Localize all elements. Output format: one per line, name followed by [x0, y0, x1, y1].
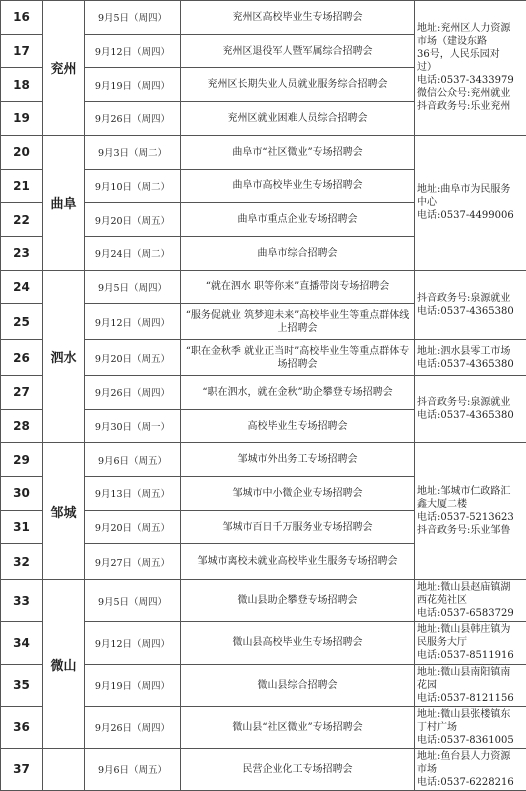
contact-line: 地址:微山县赵庙镇湖: [417, 582, 511, 594]
event-date: 9月20日（周五）: [85, 510, 181, 544]
contact-line: 电话:0537-6583729: [417, 608, 514, 620]
event-date: 9月19日（周四）: [85, 68, 181, 102]
event-title: 微山县助企攀登专场招聘会: [181, 580, 415, 622]
row-number: 31: [1, 510, 43, 544]
event-date: 9月20日（周五）: [85, 203, 181, 237]
event-date: 9月5日（周四）: [85, 1, 181, 35]
event-date: 9月26日（周四）: [85, 102, 181, 136]
contact-line: 电话:0537-4365380: [417, 410, 514, 422]
table-row: [1, 270, 526, 304]
contact-line: 电话:0537-8361005: [417, 734, 514, 746]
contact-line: 抖音政务号:泉源就业: [417, 397, 511, 409]
contact-line: 36号，人民乐园对: [417, 49, 500, 61]
contact-info: [415, 375, 526, 442]
contact-line: 西花苑社区: [417, 595, 467, 607]
table-row: [1, 135, 526, 169]
row-number: 32: [1, 544, 43, 580]
event-date: 9月5日（周四）: [85, 270, 181, 304]
event-date: 9月24日（周二）: [85, 236, 181, 270]
contact-line: 民服务大厅: [417, 637, 467, 649]
contact-line: 地址:泗水县零工市场: [417, 345, 511, 357]
row-number: 24: [1, 270, 43, 304]
county-name: 微山: [43, 580, 85, 749]
event-date: 9月13日（周五）: [85, 477, 181, 511]
contact-line: 电话:0537-4365380: [417, 305, 514, 317]
contact-info: [415, 664, 526, 706]
event-date: 9月12日（周四）: [85, 34, 181, 68]
event-title: 民营企业化工专场招聘会: [181, 748, 415, 790]
contact-line: 微信公众号:兖州就业: [417, 88, 511, 100]
contact-line: 鑫大厦二楼: [417, 499, 467, 511]
table-row: [1, 580, 526, 622]
event-title: 邹城市离校未就业高校毕业生服务专场招聘会: [181, 544, 415, 580]
county-name: 邹城: [43, 443, 85, 580]
contact-info: [415, 622, 526, 664]
contact-line: 地址:邹城市仁政路汇: [417, 486, 511, 498]
event-title: “职在泗水，就在金秋”助企攀登专场招聘会: [181, 375, 415, 409]
contact-line: 抖音政务号:乐业邹鲁: [417, 525, 511, 537]
event-date: 9月12日（周四）: [85, 622, 181, 664]
contact-line: 地址:曲阜市为民服务: [417, 184, 511, 196]
contact-line: 花园: [417, 679, 437, 691]
row-number: 27: [1, 375, 43, 409]
contact-line: 电话:0537-5213623: [417, 512, 514, 524]
event-date: 9月27日（周五）: [85, 544, 181, 580]
event-title: 微山县高校毕业生专场招聘会: [181, 622, 415, 664]
row-number: 21: [1, 169, 43, 203]
event-date: 9月5日（周四）: [85, 580, 181, 622]
contact-line: 地址:微山县南阳镇南: [417, 666, 511, 678]
table-row: [1, 443, 526, 477]
event-date: 9月20日（周五）: [85, 340, 181, 376]
row-number: 17: [1, 34, 43, 68]
row-number: 34: [1, 622, 43, 664]
row-number: 28: [1, 409, 43, 443]
event-title: 邹城市百日千万服务业专场招聘会: [181, 510, 415, 544]
row-number: 30: [1, 477, 43, 511]
contact-line: 地址:鱼台县人力资源: [417, 750, 511, 762]
event-date: 9月26日（周四）: [85, 706, 181, 748]
table-row: [1, 1, 526, 35]
event-title: 兖州区长期失业人员就业服务综合招聘会: [181, 68, 415, 102]
event-title: 兖州区高校毕业生专场招聘会: [181, 1, 415, 35]
event-title: 曲阜市重点企业专场招聘会: [181, 203, 415, 237]
event-title: 微山县综合招聘会: [181, 664, 415, 706]
event-title: 兖州区退役军人暨军属综合招聘会: [181, 34, 415, 68]
event-title: “职在金秋季 就业正当时”高校毕业生等重点群体专场招聘会: [181, 340, 415, 376]
event-title: 邹城市外出务工专场招聘会: [181, 443, 415, 477]
contact-line: 地址:兖州区人力资源: [417, 23, 511, 35]
event-date: 9月26日（周四）: [85, 375, 181, 409]
row-number: 36: [1, 706, 43, 748]
county-name: 泗水: [43, 270, 85, 443]
row-number: 26: [1, 340, 43, 376]
event-date: 9月6日（周五）: [85, 748, 181, 790]
row-number: 20: [1, 135, 43, 169]
contact-info: [415, 580, 526, 622]
row-number: 22: [1, 203, 43, 237]
county-name: 兖州: [43, 1, 85, 136]
contact-line: 地址:微山县韩庄镇为: [417, 624, 511, 636]
event-title: 曲阜市综合招聘会: [181, 236, 415, 270]
event-date: 9月19日（周四）: [85, 664, 181, 706]
row-number: 35: [1, 664, 43, 706]
contact-info: [415, 706, 526, 748]
table-row: [1, 748, 526, 790]
contact-line: 电话:0537-8121156: [417, 692, 514, 704]
row-number: 25: [1, 304, 43, 340]
contact-line: 电话:0537-4365380: [417, 358, 514, 370]
row-number: 16: [1, 1, 43, 35]
event-title: 兖州区就业困难人员综合招聘会: [181, 102, 415, 136]
contact-info: [415, 135, 526, 270]
event-date: 9月3日（周二）: [85, 135, 181, 169]
contact-info: [415, 1, 526, 136]
event-title: 曲阜市“社区微业”专场招聘会: [181, 135, 415, 169]
event-date: 9月10日（周二）: [85, 169, 181, 203]
contact-line: 电话:0537-6228216: [417, 776, 514, 788]
event-date: 9月30日（周一）: [85, 409, 181, 443]
contact-info: [415, 748, 526, 790]
row-number: 23: [1, 236, 43, 270]
row-number: 33: [1, 580, 43, 622]
contact-line: 丁村广场: [417, 721, 457, 733]
row-number: 29: [1, 443, 43, 477]
contact-line: 地址:微山县张楼镇东: [417, 708, 511, 720]
row-number: 37: [1, 748, 43, 790]
contact-info: [415, 443, 526, 580]
contact-line: 过）: [417, 62, 437, 74]
contact-line: 抖音政务号:泉源就业: [417, 292, 511, 304]
contact-line: 电话:0537-4499006: [417, 210, 514, 222]
contact-line: 市场（建设东路: [417, 36, 487, 48]
event-title: 高校毕业生专场招聘会: [181, 409, 415, 443]
contact-info: [415, 270, 526, 340]
row-number: 19: [1, 102, 43, 136]
county-name: [43, 748, 85, 790]
event-title: “服务促就业 筑梦迎未来”高校毕业生等重点群体线上招聘会: [181, 304, 415, 340]
contact-line: 电话:0537-3433979: [417, 75, 514, 87]
event-title: “就在泗水 职等你来”直播带岗专场招聘会: [181, 270, 415, 304]
contact-line: 电话:0537-8511916: [417, 650, 514, 662]
schedule-body: [1, 1, 526, 791]
event-title: 曲阜市高校毕业生专场招聘会: [181, 169, 415, 203]
contact-line: 市场: [417, 763, 437, 775]
event-title: 邹城市中小微企业专场招聘会: [181, 477, 415, 511]
event-title: 微山县“社区微业”专场招聘会: [181, 706, 415, 748]
event-date: 9月6日（周五）: [85, 443, 181, 477]
county-name: 曲阜: [43, 135, 85, 270]
event-date: 9月12日（周四）: [85, 304, 181, 340]
contact-line: 中心: [417, 197, 437, 209]
row-number: 18: [1, 68, 43, 102]
contact-line: 抖音政务号:乐业兖州: [417, 101, 511, 113]
contact-info: [415, 340, 526, 376]
